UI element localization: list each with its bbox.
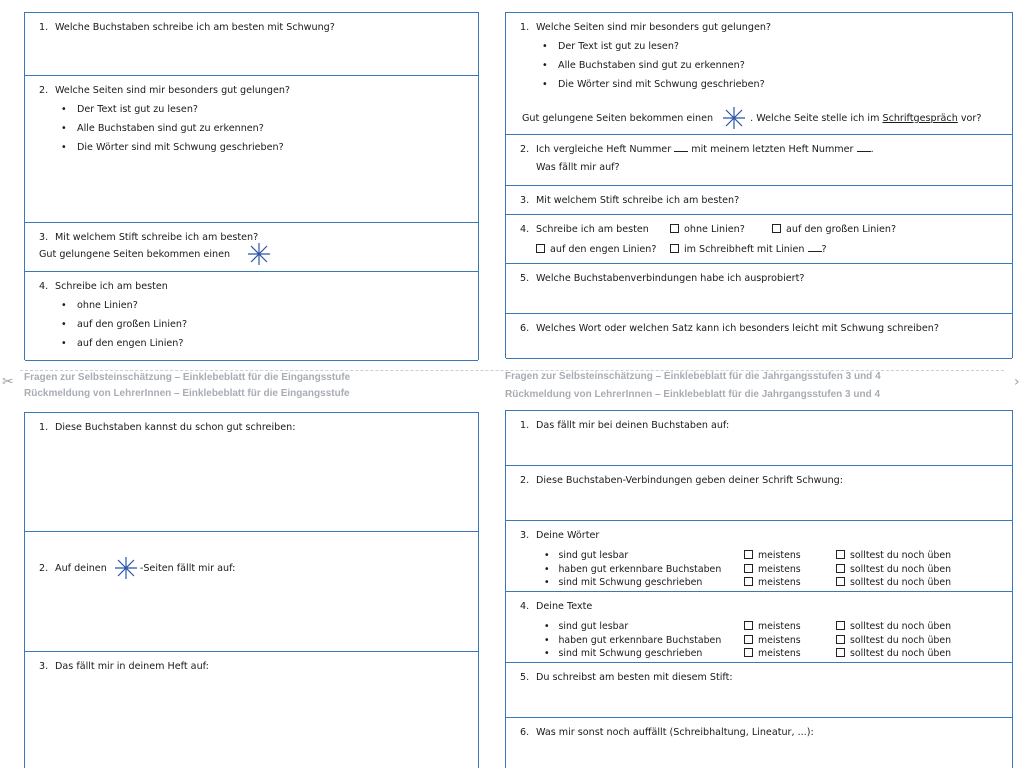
list-item: • Die Wörter sind mit Schwung geschrieben? xyxy=(61,138,468,157)
tl-q1-text: Welche Buchstaben schreibe ich am besten mit Schwung? xyxy=(55,22,335,33)
tr-q1-list xyxy=(520,37,1002,94)
table-row: • sind gut lesbar meistens solltest du noch üben xyxy=(544,550,952,561)
chevron-right-icon: › xyxy=(1014,374,1020,390)
tr-question-5: 5. Welche Buchstabenverbindungen habe ich ausprobiert? xyxy=(506,264,1012,314)
checkbox-icon[interactable] xyxy=(836,621,845,630)
br-question-6: 6. Was mir sonst noch auffällt (Schreibhaltung, Lineatur, ...): xyxy=(520,727,814,738)
tl-q4-list xyxy=(39,296,468,353)
tl-question-2: 2. Welche Seiten sind mir besonders gut gelungen? • Der Text ist gut zu lesen? • Alle Buchstaben sind gut zu erkennen? • Die Wörter sind mit Schwung geschrieben? Gut gelungene Seiten bekommen einen xyxy=(25,76,478,223)
tr-question-1: 1. Welche Seiten sind mir besonders gut gelungen? • Der Text ist gut zu lesen? • Alle Buchstaben sind gut zu erkennen? • Die Wörter sind mit Schwung geschrieben? Gut gelungene Seiten bekommen einen . Welche Seite stelle ich im Schriftgespräch vor? xyxy=(506,13,1012,135)
bottom-left-sheet xyxy=(24,412,479,768)
bl-q1-text: Diese Buchstaben kannst du schon gut schreiben: xyxy=(55,422,296,433)
tr-question-3: 3. Mit welchem Stift schreibe ich am besten? xyxy=(506,186,1012,215)
br-q5-text: Du schreibst am besten mit diesem Stift: xyxy=(536,672,733,683)
caption-right-1: Fragen zur Selbsteinschätzung – Einklebeblatt für die Jahrgangsstufen 3 und 4 xyxy=(505,371,881,382)
tl-q4-text: Schreibe ich am besten xyxy=(55,281,168,292)
tl-q2-list xyxy=(39,100,468,157)
tr-q2-text2: Was fällt mir auf? xyxy=(536,162,620,173)
asterisk-star-icon xyxy=(114,556,138,580)
tr-q1-text: Welche Seiten sind mir besonders gut gelungen? xyxy=(536,22,772,33)
tr-q1-note: Gut gelungene Seiten bekommen einen . Welche Seite stelle ich im Schriftgespräch vor? xyxy=(522,106,981,130)
table-row: • haben gut erkennbare Buchstaben meistens solltest du noch üben xyxy=(544,563,952,575)
checkbox-icon[interactable] xyxy=(744,550,753,559)
tl-question-1: 1. Welche Buchstaben schreibe ich am besten mit Schwung? xyxy=(25,13,478,76)
br-question-1: 1. Das fällt mir bei deinen Buchstaben auf: xyxy=(506,411,1012,466)
tl-q3-text: Mit welchem Stift schreibe ich am besten? xyxy=(55,232,259,243)
blank-line[interactable] xyxy=(857,142,871,152)
bl-q3-text: Das fällt mir in deinem Heft auf: xyxy=(55,661,209,672)
asterisk-star-icon xyxy=(722,106,746,130)
caption-right-2: Rückmeldung von LehrerInnen – Einklebeblatt für die Jahrgangsstufen 3 und 4 xyxy=(505,389,881,400)
table-row: • sind gut lesbar meistens solltest du noch üben xyxy=(544,621,952,632)
tr-question-6: 6. Welches Wort oder welchen Satz kann ich besonders leicht mit Schwung schreiben? xyxy=(506,314,1012,359)
top-right-sheet xyxy=(505,12,1013,358)
bl-question-2: 2. Auf deinen -Seiten fällt mir auf: xyxy=(25,532,478,652)
caption-left-1: Fragen zur Selbsteinschätzung – Einklebeblatt für die Eingangsstufe xyxy=(24,372,351,383)
list-item: • ohne Linien? xyxy=(61,296,468,315)
list-item: • Der Text ist gut zu lesen? xyxy=(542,37,1002,56)
br-q6-text: Was mir sonst noch auffällt (Schreibhaltung, Lineatur, ...): xyxy=(536,727,814,738)
table-row: • sind mit Schwung geschrieben meistens solltest du noch üben xyxy=(544,648,952,659)
checkbox-icon[interactable] xyxy=(772,224,781,233)
br-q3-text: Deine Wörter xyxy=(536,530,600,541)
br-question-3: 3. Deine Wörter • sind gut lesbar meistens solltest du noch üben • haben gut erkennbare Buchstaben meistens solltest du noch üben • sind mit Schwung geschrieben meistens solltest du noch üben xyxy=(506,521,1012,592)
tl-question-3: 3. Mit welchem Stift schreibe ich am besten? xyxy=(25,223,478,272)
tr-question-2: 2. Ich vergleiche Heft Nummer mit meinem letzten Heft Nummer . Was fällt mir auf? xyxy=(506,135,1012,186)
checkbox-icon[interactable] xyxy=(744,648,753,657)
br-question-4: 4. Deine Texte • sind gut lesbar meistens solltest du noch üben • haben gut erkennbare Buchstaben meistens solltest du noch üben • sind mit Schwung geschrieben meistens solltest du noch üben xyxy=(506,592,1012,663)
list-item: • Alle Buchstaben sind gut zu erkennen? xyxy=(542,56,1002,75)
tl-q2-text: Welche Seiten sind mir besonders gut gelungen? xyxy=(55,85,291,96)
checkbox-icon[interactable] xyxy=(836,577,845,586)
checkbox-icon[interactable] xyxy=(670,224,679,233)
checkbox-icon[interactable] xyxy=(744,564,753,573)
checkbox-icon[interactable] xyxy=(836,564,845,573)
top-left-sheet xyxy=(24,12,479,360)
tr-q3-text: Mit welchem Stift schreibe ich am besten? xyxy=(536,195,740,206)
tl-q2-note: Gut gelungene Seiten bekommen einen xyxy=(39,242,271,266)
tl-question-4: 4. Schreibe ich am besten • ohne Linien? • auf den großen Linien? • auf den engen Linien? xyxy=(25,272,478,361)
checkbox-icon[interactable] xyxy=(744,577,753,586)
br-question-5: 5. Du schreibst am besten mit diesem Stift: xyxy=(506,663,1012,718)
list-item: • auf den großen Linien? xyxy=(61,315,468,334)
checkbox-icon[interactable] xyxy=(744,621,753,630)
br-q1-text: Das fällt mir bei deinen Buchstaben auf: xyxy=(536,420,730,431)
bottom-right-sheet xyxy=(505,410,1013,768)
br-q3-table xyxy=(520,549,1002,590)
table-row: • sind mit Schwung geschrieben meistens solltest du noch üben xyxy=(544,577,952,588)
list-item: • Die Wörter sind mit Schwung geschrieben? xyxy=(542,75,1002,94)
list-item: • auf den engen Linien? xyxy=(61,334,468,353)
tr-q5-text: Welche Buchstabenverbindungen habe ich ausprobiert? xyxy=(536,273,805,284)
list-item: • Alle Buchstaben sind gut zu erkennen? xyxy=(61,119,468,138)
checkbox-icon[interactable] xyxy=(836,635,845,644)
tr-question-4: 4. Schreibe ich am besten ohne Linien? auf den großen Linien? auf den engen Linien? im Schreibheft mit Linien ? xyxy=(506,215,1012,264)
list-item: • Der Text ist gut zu lesen? xyxy=(61,100,468,119)
bl-question-1: 1. Diese Buchstaben kannst du schon gut schreiben: xyxy=(25,413,478,532)
checkbox-icon[interactable] xyxy=(536,244,545,253)
checkbox-icon[interactable] xyxy=(670,244,679,253)
checkbox-icon[interactable] xyxy=(836,550,845,559)
bl-question-3: 3. Das fällt mir in deinem Heft auf: xyxy=(39,661,209,672)
br-question-2: 2. Diese Buchstaben-Verbindungen geben deiner Schrift Schwung: xyxy=(506,466,1012,521)
checkbox-icon[interactable] xyxy=(836,648,845,657)
tr-q6-text: Welches Wort oder welchen Satz kann ich besonders leicht mit Schwung schreiben? xyxy=(536,323,939,334)
caption-left-2: Rückmeldung von LehrerInnen – Einklebeblatt für die Eingangsstufe xyxy=(24,388,350,399)
table-row: • haben gut erkennbare Buchstaben meistens solltest du noch üben xyxy=(544,634,952,646)
br-q4-table xyxy=(520,620,1002,661)
br-q4-text: Deine Texte xyxy=(536,601,593,612)
br-q2-text: Diese Buchstaben-Verbindungen geben deiner Schrift Schwung: xyxy=(536,475,844,486)
checkbox-icon[interactable] xyxy=(744,635,753,644)
blank-line[interactable] xyxy=(808,242,822,252)
blank-line[interactable] xyxy=(674,142,688,152)
scissor-icon: ✂ xyxy=(2,374,14,390)
